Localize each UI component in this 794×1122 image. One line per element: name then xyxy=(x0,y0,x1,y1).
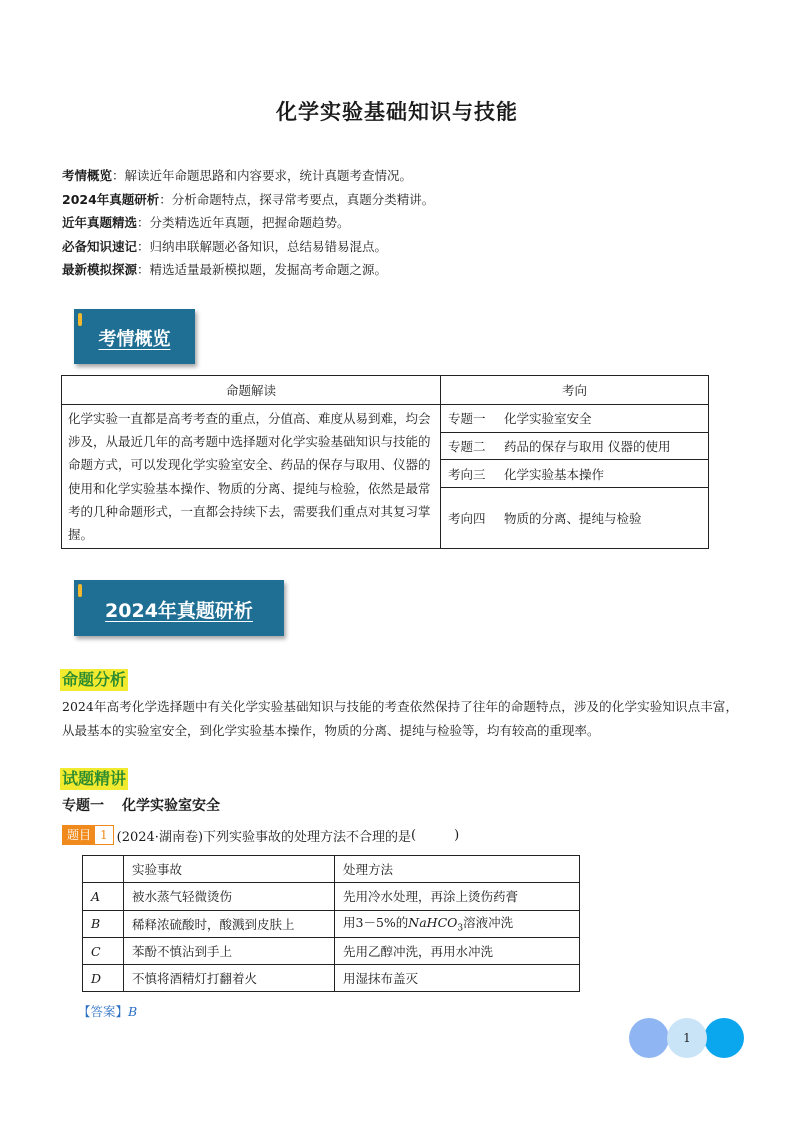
answer-line xyxy=(78,1002,137,1020)
table-header-interpretation: 命题解读 xyxy=(62,376,441,405)
section-banner-2024 xyxy=(74,580,284,636)
intro-label: 最新模拟探源 xyxy=(62,262,138,277)
option-letter: A xyxy=(83,883,124,910)
topic-value: 化学实验基本操作 xyxy=(504,466,605,482)
topic-value: 物质的分离、提纯与检验 xyxy=(504,511,642,527)
intro-list xyxy=(62,164,434,282)
intro-text: ：分析命题特点，探寻常考要点，真题分类精讲。 xyxy=(159,191,435,207)
question-text: 下列实验事故的处理方法不合理的是 xyxy=(203,829,412,845)
banner-title: 2024年真题研析 xyxy=(105,600,253,622)
option-letter: B xyxy=(83,910,124,937)
subheading-value: 化学实验室安全 xyxy=(122,798,220,814)
intro-item xyxy=(62,235,434,259)
intro-item xyxy=(62,164,434,188)
page-decoration-circle xyxy=(704,1018,744,1058)
accident-cell: 稀释浓硫酸时，酸溅到皮肤上 xyxy=(124,910,335,937)
subheading-key: 专题一 xyxy=(62,798,104,814)
accident-cell: 被水蒸气轻微烫伤 xyxy=(124,883,335,910)
page-number: 1 xyxy=(667,1018,707,1058)
intro-label: 近年真题精选 xyxy=(62,215,138,230)
method-cell: 先用冷水处理，再涂上烫伤药膏 xyxy=(335,883,580,910)
topic-row xyxy=(441,460,709,488)
topic-value: 化学实验室安全 xyxy=(504,411,592,427)
method-cell: 用湿抹布盖灭 xyxy=(335,965,580,992)
intro-item xyxy=(62,211,434,235)
table-header-cell: 处理方法 xyxy=(335,856,580,883)
option-letter: C xyxy=(83,937,124,964)
section-banner-overview xyxy=(74,309,195,364)
intro-text: ：分类精选近年真题，把握命题趋势。 xyxy=(137,215,350,230)
method-pre: 用3－5%的 xyxy=(343,915,409,931)
question-tag-label: 题目 xyxy=(63,826,95,844)
table-header-direction: 考向 xyxy=(441,376,709,405)
intro-item xyxy=(62,258,434,282)
intro-label: 必备知识速记 xyxy=(62,238,138,254)
question-source: (2024·湖南卷) xyxy=(116,829,204,845)
accident-cell: 苯酚不慎沾到手上 xyxy=(124,937,335,964)
option-letter: D xyxy=(83,965,124,992)
intro-text: ：解读近年命题思路和内容要求，统计真题考查情况。 xyxy=(112,168,413,183)
intro-item xyxy=(62,188,434,212)
table-row xyxy=(83,910,580,937)
table-row xyxy=(83,883,580,910)
intro-label: 考情概览 xyxy=(62,168,113,183)
question-tag-number: 1 xyxy=(100,828,108,842)
formula-subscript: 3 xyxy=(457,923,464,934)
analysis-paragraph: 2024年高考化学选择题中有关化学实验基础知识与技能的考查依然保持了往年的命题特点，涉及的化学实验知识点丰富，从最基本的实验室安全，到化学实验基本操作，物质的分离、提纯与检验等，均有较高的重现率。 xyxy=(62,699,738,738)
answer-paren-close: ) xyxy=(454,827,460,843)
banner-title: 考情概览 xyxy=(98,329,171,350)
table-row xyxy=(83,965,580,992)
intro-text: ：精选适量最新模拟题，发掘高考命题之源。 xyxy=(137,262,388,277)
topic-subheading xyxy=(62,795,220,815)
answer-paren-open: ( xyxy=(411,827,417,843)
intro-text: ：归纳串联解题必备知识，总结易错易混点。 xyxy=(137,238,388,254)
topic-key: 专题二 xyxy=(448,438,486,454)
question-tag xyxy=(62,825,114,845)
table-row xyxy=(83,937,580,964)
accident-cell: 不慎将酒精灯打翻着火 xyxy=(124,965,335,992)
table-header-cell: 实验事故 xyxy=(124,856,335,883)
topic-value: 药品的保存与取用 仪器的使用 xyxy=(504,438,671,454)
answer-label: 【答案】 xyxy=(78,1004,129,1019)
question-line xyxy=(62,825,459,845)
overview-table xyxy=(61,375,709,549)
topic-key: 专题一 xyxy=(448,411,486,427)
intro-label: 2024年真题研析 xyxy=(62,191,160,207)
chemical-formula: NaHCO xyxy=(408,915,458,931)
topic-key: 考向三 xyxy=(448,466,486,482)
question-table xyxy=(82,855,580,992)
method-post: 溶液冲洗 xyxy=(463,915,514,931)
topic-key: 考向四 xyxy=(448,511,486,527)
analysis-heading: 命题分析 xyxy=(62,670,127,689)
table-header-cell xyxy=(83,856,124,883)
interpretation-text: 化学实验一直都是高考考查的重点，分值高、难度从易到难，均会涉及，从最近几年的高考题中选择题对化学实验基础知识与技能的命题方式，可以发现化学实验室安全、药品的保存与取用、仪器的使用和化学实验基本操作、物质的分离、提纯与检验，依然是最常考的几种命题形式，一直都会持续下去，需要我们重点对其复习掌握。 xyxy=(62,405,441,549)
document-title: 化学实验基础知识与技能 xyxy=(276,100,518,124)
lecture-heading: 试题精讲 xyxy=(62,769,127,788)
topic-row xyxy=(441,487,709,548)
topic-row xyxy=(441,432,709,460)
page-decoration-circle xyxy=(629,1018,669,1058)
answer-value: B xyxy=(128,1004,138,1019)
method-cell xyxy=(335,910,580,937)
topic-row xyxy=(441,405,709,433)
table-row xyxy=(83,856,580,883)
method-cell: 先用乙醇冲洗，再用水冲洗 xyxy=(335,937,580,964)
